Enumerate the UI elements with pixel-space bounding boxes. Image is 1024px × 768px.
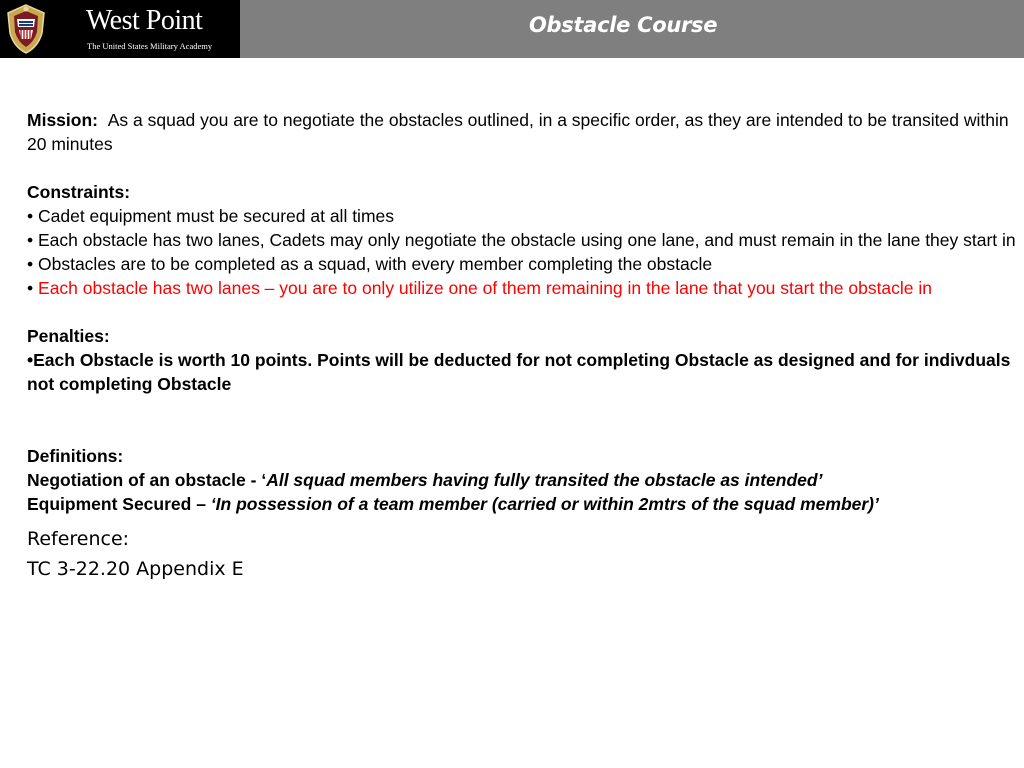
- constraint-item-highlight: [27, 276, 1017, 300]
- definition-negotiation: [27, 468, 1017, 492]
- reference-heading: Reference:: [27, 528, 130, 550]
- equipment-term: Equipment Secured –: [27, 494, 211, 514]
- logo-name: West Point: [86, 5, 203, 36]
- penalties-text: •Each Obstacle is worth 10 points. Points will be deducted for not completing Obstacle as designed and for indivduals not completing Obstacle: [27, 350, 1011, 394]
- constraints-heading: Constraints:: [27, 182, 131, 202]
- reference-block: [27, 524, 1017, 584]
- constraint-highlight-text: Each obstacle has two lanes – you are to only utilize one of them remaining in the lane that you start the obstacle in: [38, 278, 933, 298]
- negotiation-definition: All squad members having fully transited the obstacle as intended’: [266, 470, 823, 490]
- definitions-heading: Definitions:: [27, 446, 124, 466]
- mission-label: Mission:: [27, 110, 98, 130]
- penalties-heading: Penalties:: [27, 326, 110, 346]
- logo-tagline: The United States Military Academy: [87, 41, 213, 51]
- page-title: Obstacle Course: [529, 13, 718, 37]
- mission-text: As a squad you are to negotiate the obstacles outlined, in a specific order, as they are intended to be transited within 20 minutes: [27, 110, 1009, 154]
- crest-icon: [4, 3, 48, 55]
- definition-equipment: [27, 492, 1017, 516]
- constraint-item: • Obstacles are to be completed as a squad, with every member completing the obstacle: [27, 254, 713, 274]
- mission-paragraph: [27, 108, 1017, 156]
- reference-text: TC 3-22.20 Appendix E: [27, 558, 244, 580]
- negotiation-term: Negotiation of an obstacle - ‘: [27, 470, 267, 490]
- constraint-item: • Each obstacle has two lanes, Cadets may only negotiate the obstacle using one lane, and must remain in the lane they start in: [27, 230, 1016, 250]
- west-point-logo: [0, 0, 240, 58]
- header-bar: [0, 0, 1024, 58]
- slide-body: [27, 108, 1017, 584]
- equipment-definition: ‘In possession of a team member (carried or within 2mtrs of the squad member)’: [210, 494, 879, 514]
- constraint-bullet: •: [27, 278, 34, 298]
- constraint-item: • Cadet equipment must be secured at all times: [27, 206, 395, 226]
